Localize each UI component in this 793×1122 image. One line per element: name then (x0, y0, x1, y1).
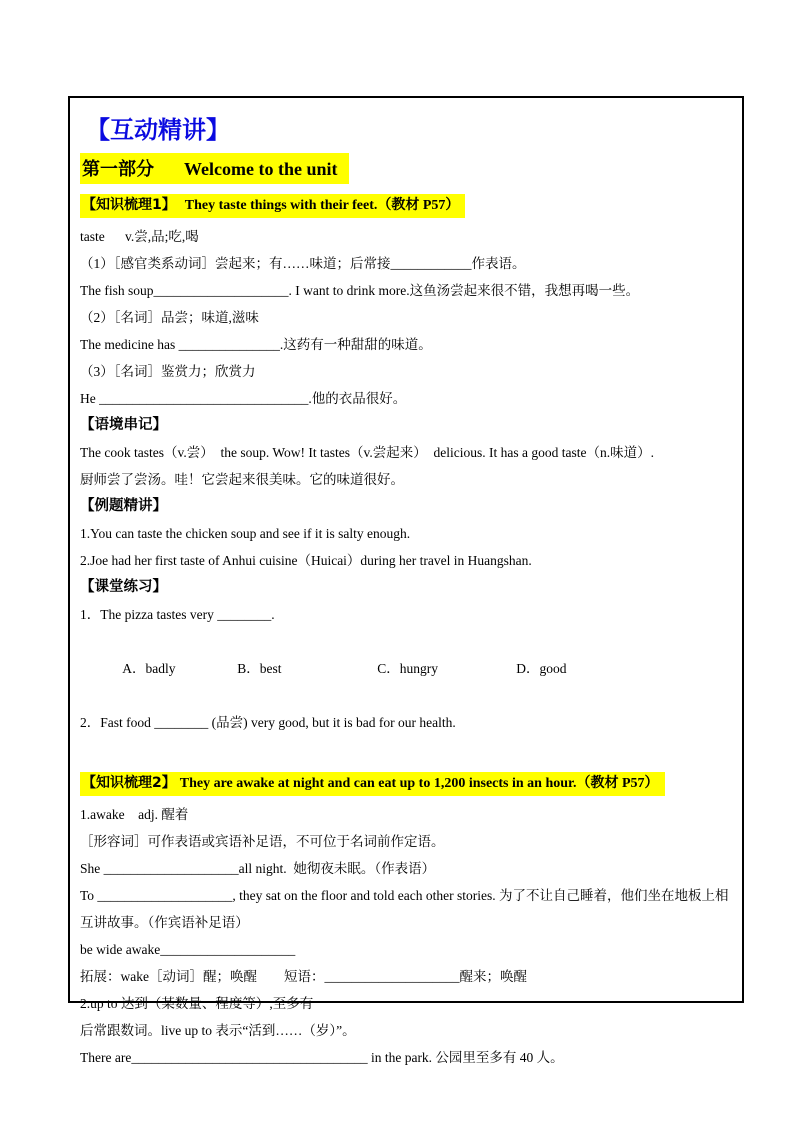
examples-heading: 【例题精讲】 (80, 498, 167, 514)
option-a: A．badly (122, 661, 176, 676)
text-line: ［形容词］可作表语或宾语补足语，不可位于名词前作定语。 (80, 834, 445, 849)
option-b: B．best (237, 661, 282, 676)
practice-heading: 【课堂练习】 (80, 579, 167, 595)
text-line: （1）［感官类系动词］尝起来；有……味道；后常接____________作表语。 (80, 256, 526, 271)
text-line: 2.up to 达到（某数量、程度等）,至多有 (80, 996, 314, 1011)
text-line: There are___________________________________ in the park. 公园里至多有 40 人。 (80, 1050, 564, 1065)
text-line: （3）［名词］鉴赏力；欣赏力 (80, 364, 256, 379)
page-title: 【互动精讲】 (86, 116, 230, 144)
text-line: 厨师尝了尝汤。哇！它尝起来很美味。它的味道很好。 (80, 472, 404, 487)
text-line: 后常跟数词。live up to 表示“活到……（岁）”。 (80, 1023, 356, 1038)
practice-question-2: 2．Fast food ________ (品尝) very good, but it is bad for our health. (80, 715, 456, 730)
knowledge2-section (80, 770, 740, 1071)
knowledge1-title: They taste things with their feet.（教材 P57） (184, 198, 460, 213)
text-line: The medicine has _______________.这药有一种甜甜的味道。 (80, 337, 432, 352)
text-line: （2）［名词］品尝；味道,滋味 (80, 310, 259, 325)
knowledge2-heading (80, 772, 665, 796)
part1-label: 第一部分 (82, 159, 154, 180)
text-line: taste v.尝,品;吃,喝 (80, 229, 199, 244)
text-line: 拓展：wake［动词］醒；唤醒 短语：____________________醒来；唤醒 (80, 969, 527, 984)
text-line: The cook tastes（v.尝） the soup. Wow! It tastes（v.尝起来） delicious. It has a good taste（n.味道）. (80, 445, 654, 460)
knowledge2-title: They are awake at night and can eat up to 1,200 insects in an hour.（教材 P57） (179, 776, 659, 791)
knowledge2-tag: 【知识梳理2】 (82, 775, 176, 791)
practice-options-row (80, 628, 740, 709)
text-line: The fish soup____________________. I want to drink more.这鱼汤尝起来很不错，我想再喝一些。 (80, 283, 640, 298)
knowledge1-heading (80, 194, 465, 218)
text-line: 2.Joe had her first taste of Anhui cuisine（Huicai）during her travel in Huangshan. (80, 553, 532, 568)
text-line: 1.awake adj. 醒着 (80, 807, 189, 822)
document-frame (68, 96, 744, 1065)
text-line: He _______________________________.他的衣品很好。 (80, 391, 407, 406)
text-line: She ____________________all night. 她彻夜未眠。（作表语） (80, 861, 436, 876)
part1-heading (80, 153, 349, 184)
knowledge1-tag: 【知识梳理1】 (82, 197, 176, 213)
practice-question-1: 1．The pizza tastes very ________. (80, 607, 275, 622)
context-memo-heading: 【语境串记】 (80, 417, 167, 433)
text-line: 1.You can taste the chicken soup and see if it is salty enough. (80, 526, 411, 541)
option-c: C．hungry (377, 661, 438, 676)
text-line: be wide awake____________________ (80, 942, 296, 957)
text-line: To ____________________, they sat on the floor and told each other stories. 为了不让自己睡着，他们坐在地板上相互讲故事。（作宾语补足语） (80, 888, 729, 930)
knowledge1-section (80, 192, 740, 736)
option-d: D．good (516, 661, 567, 676)
part1-title: Welcome to the unit (184, 159, 338, 179)
